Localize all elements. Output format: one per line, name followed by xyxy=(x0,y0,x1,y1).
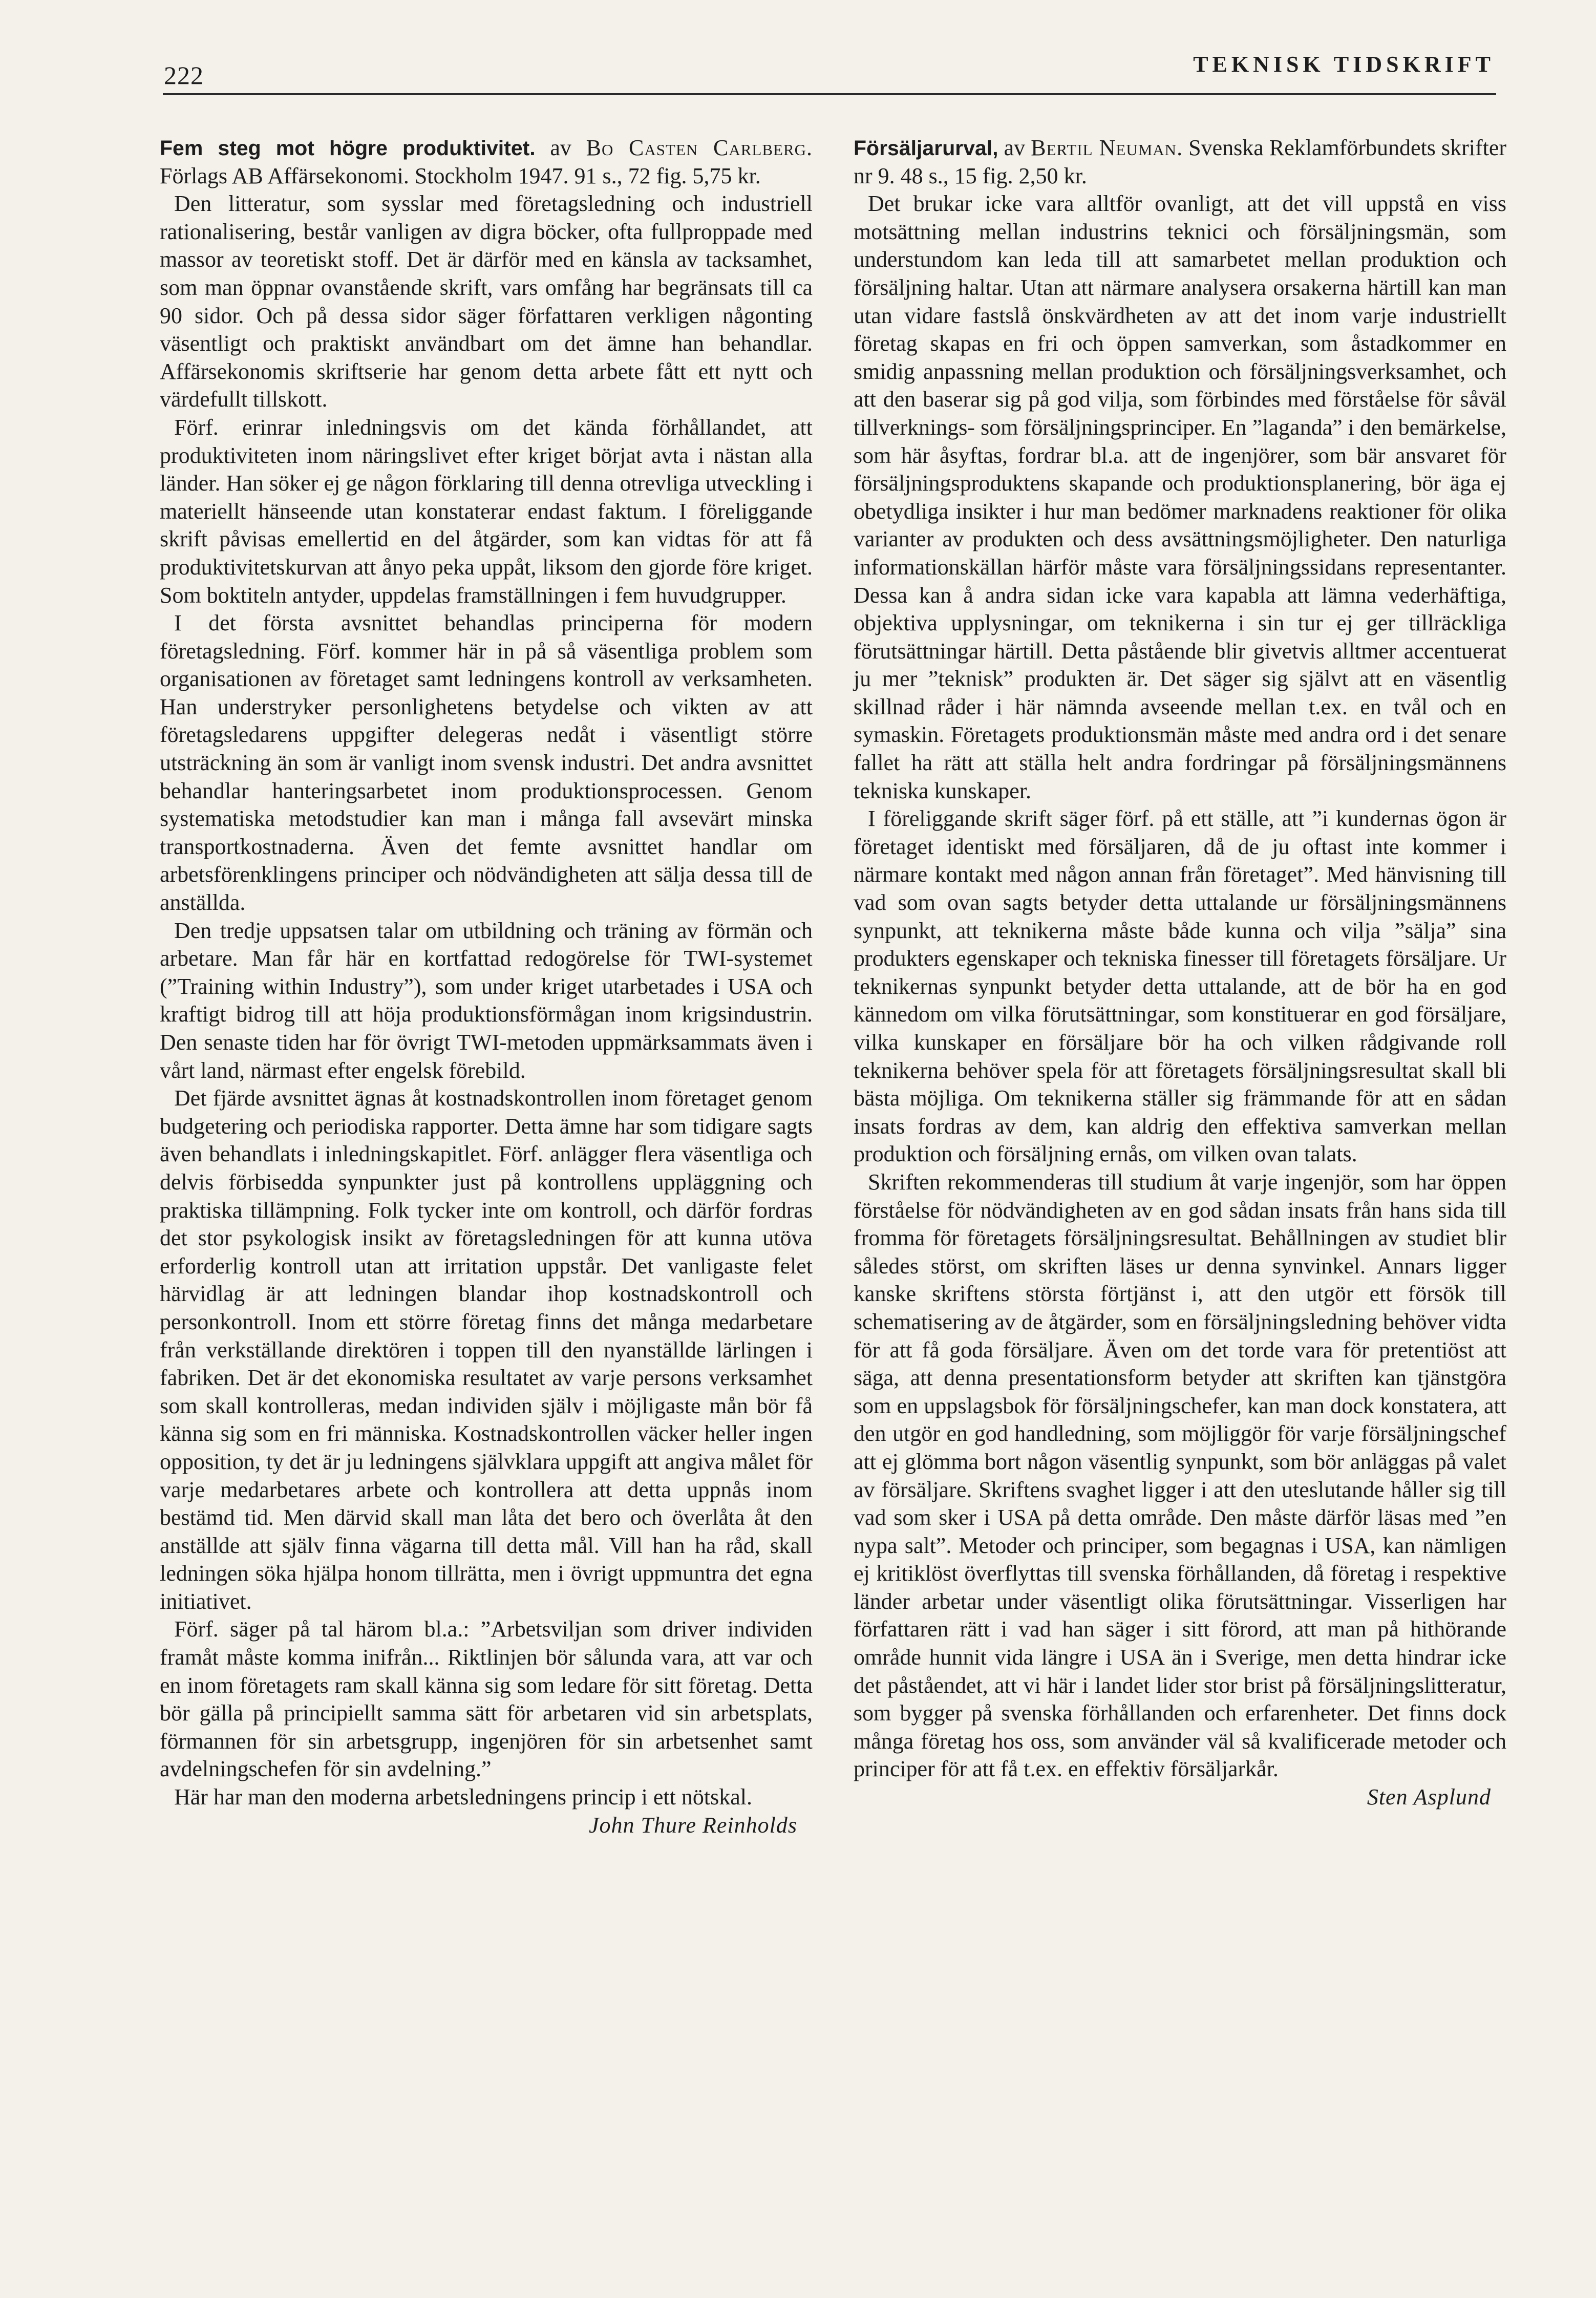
review-heading xyxy=(854,134,1506,190)
review-paragraph: Den tredje uppsatsen talar om utbildning och träning av förmän och arbetare. Man får här en kortfattad redogörelse för TWI-systemet (”Training within Industry”), som under kriget utarbetades i USA och kraftigt bidrog till att höja produktionsförmågan inom krigsindustrin. Den senaste tiden har för övrigt TWI-metoden uppmärksammats även i vårt land, närmast efter engelsk förebild. xyxy=(160,918,813,1083)
by-label: av xyxy=(550,135,571,160)
review-paragraph: Här har man den moderna arbetsledningens princip i ett nötskal. xyxy=(174,1784,752,1810)
review-paragraph: Förf. erinrar inledningsvis om det kända förhållandet, att produktiviteten inom näringslivet efter kriget börjat avta i nästan alla länder. Han söker ej ge någon förklaring till denna otrevliga utveckling i materiellt hänseende utan konstaterar endast faktum. I föreliggande skrift påvisas emellertid en del åtgärder, som kan vidtas för att få produktivitetskurvan att ånyo peka uppåt, liksom den gjorde före kriget. Som boktiteln antyder, uppdelas framställningen i fem huvudgrupper. xyxy=(160,414,813,608)
journal-title: TEKNISK TIDSKRIFT xyxy=(1193,52,1495,77)
review-paragraph: I det första avsnittet behandlas principerna för modern företagsledning. Förf. kommer här in på så väsentliga problem som organisationen av företaget samt ledningens kontroll av verksamheten. Han understryker personlighetens betydelse och vikten av att företagsledarens uppgifter delegeras nedåt i väsentligt större utsträckning än som är vanligt inom svensk industri. Det andra avsnittet behandlar hanteringsarbetet inom produktionsprocessen. Genom systematiska metodstudier kan man i många fall avsevärt minska transportkostnaderna. Även det femte avsnittet handlar om arbetsförenklingens principer och nödvändigheten att sälja dessa till de anställda. xyxy=(160,610,813,916)
book-title: Försäljarurval, xyxy=(854,136,998,160)
review-column-left xyxy=(160,134,813,1839)
book-title: Fem steg mot högre produktivitet. xyxy=(160,136,536,160)
review-heading xyxy=(160,134,813,190)
review-paragraph: Den litteratur, som sysslar med företagsledning och industriell rationalisering, består vanligen av digra böcker, ofta fullproppade med massor av teoretiskt stoff. Det är därför med en känsla av tacksamhet, som man öppnar ovanstående skrift, vars omfång har begränsats till ca 90 sidor. Och på dessa sidor säger författaren verkligen någonting väsentligt och praktiskt användbart om det ämne han behandlar. Affärsekonomis skriftserie har genom detta arbete fått ett nytt och värdefullt tillskott. xyxy=(160,191,813,412)
review-paragraph: I föreliggande skrift säger förf. på ett ställe, att ”i kundernas ögon är företaget identiskt med försäljaren, då de ju oftast inte kommer i närmare kontakt med någon annan från företaget”. Med hänvisning till vad som ovan sagts betyder detta uttalande ur försäljningsmännens synpunkt, att teknikerna måste både kunna och vilja ”sälja” sina produkters egenskaper och tekniska finesser till företagets försäljare. Ur teknikernas synpunkt betyder detta uttalande, att de bör ha en god kännedom om vilka förutsättningar, som konstituerar en god försäljare, vilka kunskaper en försäljare bör ha och vilken rådgivande roll teknikerna behöver spela för att företagets försäljningsresultat skall bli bästa möjliga. Om teknikerna ställer sig främmande för att en sådan insats fordras av dem, kan aldrig den effektiva samverkan mellan produktion och försäljning ernås, om vilken ovan talats. xyxy=(854,806,1506,1167)
publication-info: Förlags AB Affärsekonomi. Stockholm 1947. 91 s., 72 fig. 5,75 kr. xyxy=(160,163,761,188)
review-column-right xyxy=(854,134,1506,1812)
publication-info: Svenska Reklamförbundets skrifter nr 9. 48 s., 15 fig. 2,50 kr. xyxy=(854,135,1507,188)
review-paragraph: Förf. säger på tal härom bl.a.: ”Arbetsviljan som driver individen framåt måste komma inifrån... Riktlinjen bör sålunda vara, att var och en inom företagets ram skall känna sig som ledare för sitt företag. Detta bör gälla på principiellt samma sätt för arbetaren vid sin arbetsplats, förmannen för sin arbetsgrupp, ingenjören för sin arbetsenhet samt avdelningschefen för sin avdelning.” xyxy=(160,1616,813,1782)
review-paragraph: Det fjärde avsnittet ägnas åt kostnadskontrollen inom företaget genom budgetering och periodiska rapporter. Detta ämne har som tidigare sagts även behandlats i inledningskapitlet. Förf. anlägger flera väsentliga och delvis förbisedda synpunkter just på kontrollens uppläggning och praktiska tillämpning. Folk tycker inte om kontroll, och därför fordras det stor psykologisk insikt av företagsledningen för att kunna utöva erforderlig kontroll utan att irritation uppstår. Det vanligaste felet härvidlag är att ledningen blandar ihop kostnadskontroll och personkontroll. Inom ett större företag finns det många medarbetare från verkställande direktören i toppen till den nyanställde lärlingen i fabriken. Det är det ekonomiska resultatet av varje persons verksamhet som skall kontrolleras, medan individen själv i möjligaste mån bör få känna sig som en fri människa. Kostnadskontrollen väcker heller ingen opposition, ty det är ju ledningens självklara uppgift att angiva målet för varje medarbetares arbete och kontrollera att detta uppnås inom bestämd tid. Men därvid skall man låta det bero och överlåta åt den anställde att själv finna vägarna till detta mål. Vill han ha råd, skall ledningen söka hjälpa honom tillrätta, men i övrigt uppmuntra det egna initiativet. xyxy=(160,1086,813,1614)
review-paragraph: Det brukar icke vara alltför ovanligt, att det vill uppstå en viss motsättning mellan industrins teknici och försäljningsmän, som understundom kan leda till att samarbetet mellan produktion och försäljning haltar. Utan att närmare analysera orsakerna härtill kan man utan vidare fastslå önskvärdheten av att det inom varje industriellt företag skapas en fri och öppen samverkan, som åstadkommer en smidig anpassning mellan produktion och försäljningsverksamhet, och att den baserar sig på god vilja, som förbindes med förståelse för såväl tillverknings- som försäljningsprinciper. En ”laganda” i den bemärkelse, som här åsyftas, fordrar bl.a. att de ingenjörer, som bär ansvaret för försäljningsproduktens skapande och produktionsplanering, bör äga ej obetydliga insikter i hur man bedömer marknadens reaktioner för olika varianter av produkten och dess avsättningsmöjligheter. Den naturliga informationskällan härför måste vara försäljningssidans representanter. Dessa kan å andra sidan icke vara kapabla att lämna vederhäftiga, objektiva upplysningar, om teknikerna i sin tur ej ger tillräckliga förutsättningar härtill. Detta påstående blir givetvis alltmer accentuerat ju mer ”teknisk” produkten är. Det säger sig självt att en väsentlig skillnad råder i här nämnda avseende mellan t.ex. en tvål och en symaskin. Företagets produktionsmän måste med andra ord i det senare fallet ha rätt att ställa helt andra fordringar på försäljningsmännens tekniska kunskaper. xyxy=(854,191,1506,803)
reviewer-signature: John Thure Reinholds xyxy=(589,1812,797,1838)
book-author: Bo Casten Carlberg. xyxy=(586,135,813,160)
by-label: av xyxy=(1004,135,1026,160)
page-number: 222 xyxy=(164,61,204,90)
book-author: Bertil Neuman. xyxy=(1031,135,1183,160)
reviewer-signature: Sten Asplund xyxy=(1367,1784,1491,1810)
review-paragraph: Skriften rekommenderas till studium åt varje ingenjör, som har öppen förståelse för nödvändigheten av en god sådan insats från hans sida till fromma för företagets försäljningsresultat. Behållningen av studiet blir således störst, om skriften läses ur denna synvinkel. Annars ligger kanske skriftens största förtjänst i, att den utgör ett försök till schematisering av de åtgärder, som en försäljningsledning behöver vidta för att få goda försäljare. Även om det torde vara för pretentiöst att säga, att denna presentationsform betyder att skriften kan tjänstgöra som en uppslagsbok för försäljningschefer, kan man dock konstatera, att den utgör en god handledning, som möjliggör för varje försäljningschef att ej glömma bort någon väsentlig synpunkt, som bör anläggas på valet av försäljare. Skriftens svaghet ligger i att den uteslutande håller sig till vad som sker i USA på detta område. Den måste därför läsas med ”en nypa salt”. Metoder och principer, som begagnas i USA, kan nämligen ej kritiklöst överflyttas till svenska förhållanden, då företag i respektive länder arbetar under väsentligt olika förutsättningar. Visserligen har författaren rätt i vad han säger i sitt förord, att man på hithörande område hunnit vida längre i USA än i Sverige, men detta hindrar icke det påståendet, att vi här i landet lider stor brist på försäljningslitteratur, som bygger på svenska förhållanden och erfarenheter. Det finns dock många företag hos oss, som använder väl så kvalificerade metoder och principer för att få t.ex. en effektiv försäljarkår. xyxy=(854,1169,1506,1782)
header-rule xyxy=(163,93,1496,95)
